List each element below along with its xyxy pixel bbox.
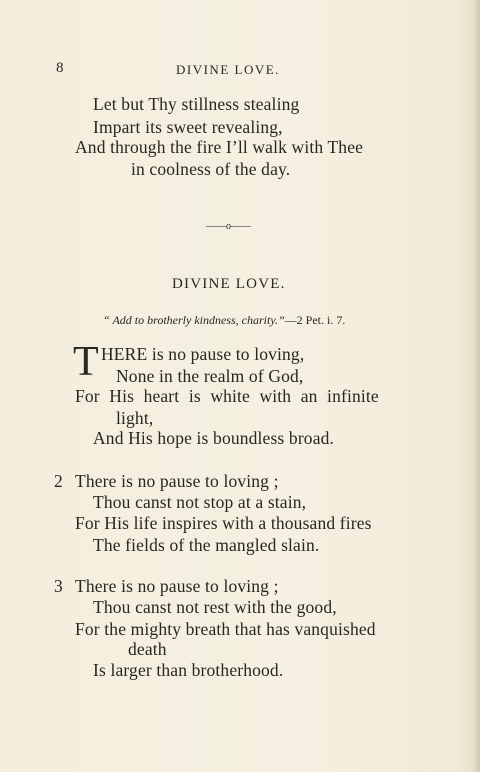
epigraph-quote: “ Add to brotherly kindness, charity.” [103, 313, 285, 327]
prev-poem-line-4: in coolness of the day. [131, 159, 291, 179]
stanza2-line-4: The fields of the mangled slain. [93, 535, 320, 555]
stanza3-line-3: For the mighty breath that has vanquished [75, 619, 376, 639]
page-number: 8 [56, 60, 64, 76]
stanza3-line-1: There is no pause to loving ; [75, 576, 279, 596]
stanza2-number: 2 [54, 471, 63, 491]
stanza3-line-4: Is larger than brotherhood. [93, 660, 284, 680]
stanza3-line-3-runover: death [128, 639, 167, 659]
page-edge-shadow [472, 0, 480, 772]
stanza3-line-2: Thou canst not rest with the good, [93, 597, 337, 617]
epigraph-reference: —2 Pet. i. 7. [284, 313, 346, 327]
stanza1-line-1: HERE is no pause to loving, [101, 344, 305, 364]
stanza1-line-4: And His hope is boundless broad. [93, 428, 335, 448]
poem-title: DIVINE LOVE. [172, 276, 286, 292]
prev-poem-line-3: And through the fire I’ll walk with Thee [75, 137, 364, 157]
stanza2-line-2: Thou canst not stop at a stain, [93, 492, 307, 512]
stanza2-line-1: There is no pause to loving ; [75, 471, 279, 491]
stanza3-number: 3 [54, 576, 63, 596]
stanza2-line-3: For His life inspires with a thousand fires [75, 513, 372, 533]
poem-epigraph [103, 313, 345, 328]
running-head: DIVINE LOVE. [176, 62, 280, 77]
section-ornament: ——o—— [206, 221, 251, 232]
drop-cap: T [73, 339, 99, 385]
stanza1-line-2: None in the realm of God, [116, 366, 304, 386]
prev-poem-line-1: Let but Thy stillness stealing [93, 94, 300, 114]
stanza1-line-3-runover: light, [116, 408, 154, 428]
stanza1-line-3: For His heart is white with an infinite [75, 386, 379, 406]
prev-poem-line-2: Impart its sweet revealing, [93, 117, 283, 137]
